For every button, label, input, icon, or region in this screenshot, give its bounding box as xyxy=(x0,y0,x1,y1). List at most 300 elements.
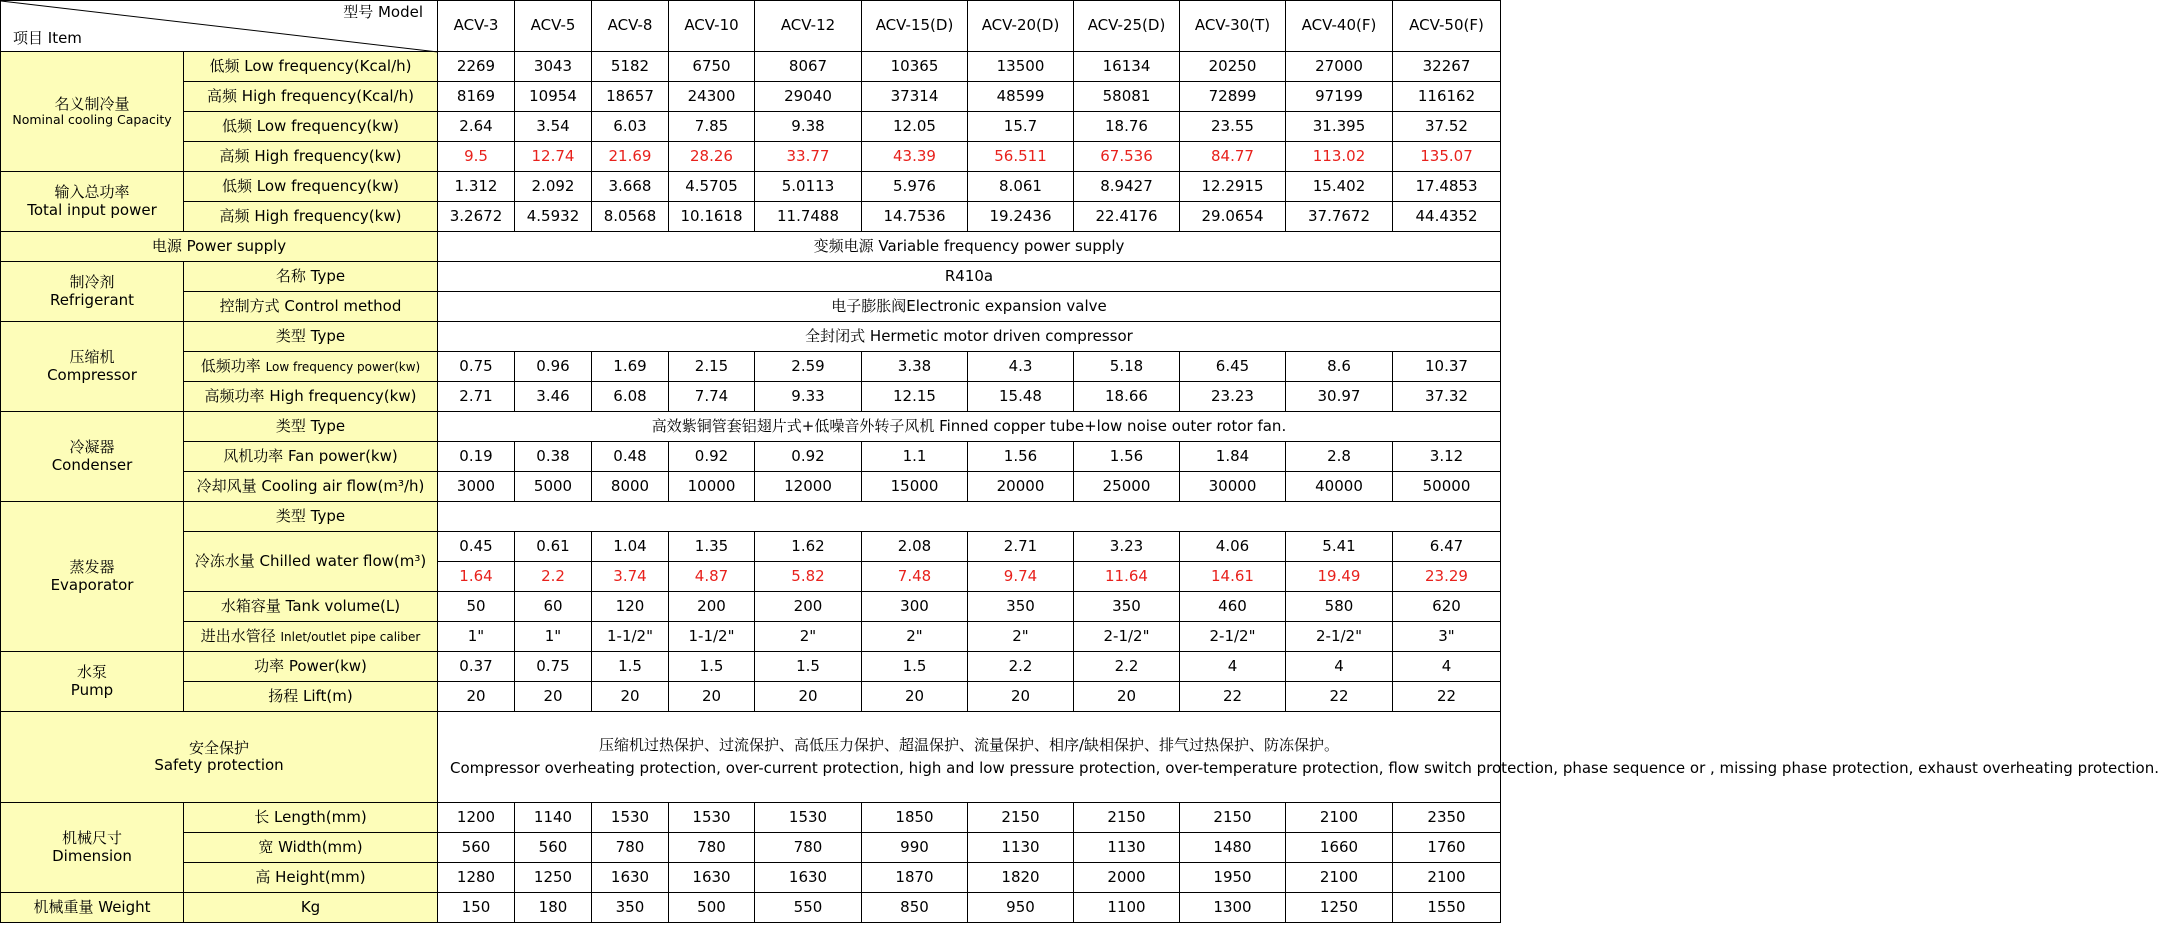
group-label-en: Dimension xyxy=(52,846,132,865)
table-row xyxy=(1,893,1501,923)
table-cell: 37.32 xyxy=(1393,382,1501,412)
table-cell: 6.47 xyxy=(1393,532,1501,562)
table-cell: 23.55 xyxy=(1180,112,1286,142)
row-label: 名称 Type xyxy=(184,262,438,292)
table-row xyxy=(1,112,1501,142)
table-cell: 3.12 xyxy=(1393,442,1501,472)
row-label: 低频 Low frequency(kw) xyxy=(184,172,438,202)
table-cell: 1950 xyxy=(1180,863,1286,893)
table-cell: 1.62 xyxy=(755,532,862,562)
model-col-header: ACV-8 xyxy=(592,1,669,52)
row-label xyxy=(184,622,438,652)
table-cell: 1870 xyxy=(862,863,968,893)
table-cell: 1300 xyxy=(1180,893,1286,923)
table-cell: 580 xyxy=(1286,592,1393,622)
table-cell: 32267 xyxy=(1393,52,1501,82)
group-label-zh: 名义制冷量 xyxy=(54,94,130,113)
row-label-en: Low frequency power(kw) xyxy=(265,359,421,374)
table-cell-highlight: 4.87 xyxy=(669,562,755,592)
table-cell: 1660 xyxy=(1286,833,1393,863)
table-cell: 3000 xyxy=(438,472,515,502)
table-cell: 2350 xyxy=(1393,803,1501,833)
table-cell: 6750 xyxy=(669,52,755,82)
table-cell: 27000 xyxy=(1286,52,1393,82)
table-cell-highlight: 33.77 xyxy=(755,142,862,172)
model-col-header: ACV-15(D) xyxy=(862,1,968,52)
group-label-en: Compressor xyxy=(47,365,137,384)
table-row xyxy=(1,142,1501,172)
table-cell: 3.38 xyxy=(862,352,968,382)
table-cell: 5.18 xyxy=(1074,352,1180,382)
table-cell: 1280 xyxy=(438,863,515,893)
table-cell: 2.64 xyxy=(438,112,515,142)
table-cell: 1-1/2" xyxy=(592,622,669,652)
table-cell: 990 xyxy=(862,833,968,863)
table-cell: 0.37 xyxy=(438,652,515,682)
table-cell: 1.56 xyxy=(968,442,1074,472)
table-cell: 37.52 xyxy=(1393,112,1501,142)
row-label: 控制方式 Control method xyxy=(184,292,438,322)
table-cell: 48599 xyxy=(968,82,1074,112)
table-cell: 4 xyxy=(1180,652,1286,682)
table-row xyxy=(1,863,1501,893)
table-cell: 44.4352 xyxy=(1393,202,1501,232)
table-cell: 20 xyxy=(438,682,515,712)
table-cell-highlight: 84.77 xyxy=(1180,142,1286,172)
table-cell: 20 xyxy=(968,682,1074,712)
table-cell: 14.7536 xyxy=(862,202,968,232)
table-cell: 22.4176 xyxy=(1074,202,1180,232)
row-label: 类型 Type xyxy=(184,502,438,532)
table-cell: 8.0568 xyxy=(592,202,669,232)
table-cell: 560 xyxy=(515,833,592,863)
table-cell: 12.2915 xyxy=(1180,172,1286,202)
table-cell-highlight: 2.2 xyxy=(515,562,592,592)
safety-label xyxy=(1,712,438,803)
table-row xyxy=(1,592,1501,622)
table-cell: 1.56 xyxy=(1074,442,1180,472)
table-cell: 3.46 xyxy=(515,382,592,412)
table-cell: 2.2 xyxy=(1074,652,1180,682)
table-cell: 12.05 xyxy=(862,112,968,142)
group-label-zh: 压缩机 xyxy=(69,348,115,367)
table-cell: 2269 xyxy=(438,52,515,82)
item-header-label: 项目 Item xyxy=(13,28,82,47)
group-label-en: Safety protection xyxy=(154,756,284,774)
table-cell: 550 xyxy=(755,893,862,923)
weight-label: 机械重量 Weight xyxy=(1,893,184,923)
table-cell: 780 xyxy=(755,833,862,863)
group-label-zh: 制冷剂 xyxy=(69,273,115,292)
table-row xyxy=(1,82,1501,112)
table-cell: 10954 xyxy=(515,82,592,112)
table-cell: 40000 xyxy=(1286,472,1393,502)
table-cell: 5182 xyxy=(592,52,669,82)
table-cell: 22 xyxy=(1180,682,1286,712)
table-cell: 0.92 xyxy=(669,442,755,472)
group-label-en: Refrigerant xyxy=(49,290,135,309)
header-diagonal-cell xyxy=(1,1,438,52)
table-cell: 19.2436 xyxy=(968,202,1074,232)
table-cell-highlight: 11.64 xyxy=(1074,562,1180,592)
table-cell: 0.75 xyxy=(438,352,515,382)
row-label: 宽 Width(mm) xyxy=(184,833,438,863)
table-cell: 1.84 xyxy=(1180,442,1286,472)
table-cell: 12000 xyxy=(755,472,862,502)
table-cell: 150 xyxy=(438,893,515,923)
table-cell: 22 xyxy=(1393,682,1501,712)
table-cell-highlight: 113.02 xyxy=(1286,142,1393,172)
table-cell: 29.0654 xyxy=(1180,202,1286,232)
table-row xyxy=(1,652,1501,682)
table-cell: 12.15 xyxy=(862,382,968,412)
table-cell: 20000 xyxy=(968,472,1074,502)
row-label: 扬程 Lift(m) xyxy=(184,682,438,712)
table-cell: 50000 xyxy=(1393,472,1501,502)
table-cell: 10.37 xyxy=(1393,352,1501,382)
group-label-zh: 输入总功率 xyxy=(54,183,130,202)
table-cell: 1.312 xyxy=(438,172,515,202)
table-cell: 31.395 xyxy=(1286,112,1393,142)
table-cell: 2-1/2" xyxy=(1286,622,1393,652)
table-cell-highlight: 43.39 xyxy=(862,142,968,172)
table-cell: 950 xyxy=(968,893,1074,923)
table-cell: 0.61 xyxy=(515,532,592,562)
table-cell: 1.69 xyxy=(592,352,669,382)
table-cell: 1130 xyxy=(1074,833,1180,863)
refrigerant-type-value: R410a xyxy=(438,262,1501,292)
safety-value-en: Compressor overheating protection, over-current protection, high and low pressure protection, over-temperature protection, flow switch protection, phase sequence or , missing phase protection, exhaust overheating protection. xyxy=(450,759,2159,777)
table-row xyxy=(1,622,1501,652)
table-cell: 50 xyxy=(438,592,515,622)
table-row xyxy=(1,712,1501,803)
table-cell: 1100 xyxy=(1074,893,1180,923)
table-cell: 22 xyxy=(1286,682,1393,712)
group-label-zh: 机械尺寸 xyxy=(61,829,122,848)
table-cell-highlight: 135.07 xyxy=(1393,142,1501,172)
model-col-header: ACV-5 xyxy=(515,1,592,52)
table-cell: 4 xyxy=(1393,652,1501,682)
table-cell-highlight: 5.82 xyxy=(755,562,862,592)
table-cell-highlight: 1.64 xyxy=(438,562,515,592)
table-cell: 116162 xyxy=(1393,82,1501,112)
table-cell: 4.5932 xyxy=(515,202,592,232)
table-row xyxy=(1,833,1501,863)
table-cell: 6.45 xyxy=(1180,352,1286,382)
row-label: 类型 Type xyxy=(184,412,438,442)
pump-group-label xyxy=(1,652,184,712)
table-cell: 1.5 xyxy=(592,652,669,682)
power-supply-value: 变频电源 Variable frequency power supply xyxy=(438,232,1501,262)
table-cell: 2" xyxy=(862,622,968,652)
table-cell: 10365 xyxy=(862,52,968,82)
table-cell: 560 xyxy=(438,833,515,863)
table-row xyxy=(1,412,1501,442)
table-cell: 9.38 xyxy=(755,112,862,142)
table-cell: 2150 xyxy=(1180,803,1286,833)
power-supply-label: 电源 Power supply xyxy=(1,232,438,262)
table-cell: 0.96 xyxy=(515,352,592,382)
table-cell: 8.6 xyxy=(1286,352,1393,382)
table-cell: 200 xyxy=(669,592,755,622)
table-cell: 1630 xyxy=(755,863,862,893)
table-cell: 1130 xyxy=(968,833,1074,863)
table-cell: 2.71 xyxy=(968,532,1074,562)
table-cell: 1850 xyxy=(862,803,968,833)
table-cell: 7.85 xyxy=(669,112,755,142)
table-cell: 5.41 xyxy=(1286,532,1393,562)
table-cell: 1" xyxy=(515,622,592,652)
table-cell-highlight: 67.536 xyxy=(1074,142,1180,172)
table-cell: 3" xyxy=(1393,622,1501,652)
table-cell: 0.19 xyxy=(438,442,515,472)
table-cell: 2.092 xyxy=(515,172,592,202)
row-label: 高频 High frequency(Kcal/h) xyxy=(184,82,438,112)
table-row xyxy=(1,322,1501,352)
table-cell: 18.76 xyxy=(1074,112,1180,142)
table-cell: 1.5 xyxy=(669,652,755,682)
group-label-en: Nominal cooling Capacity xyxy=(12,111,172,127)
model-col-header: ACV-40(F) xyxy=(1286,1,1393,52)
table-cell-highlight: 3.74 xyxy=(592,562,669,592)
table-cell: 850 xyxy=(862,893,968,923)
group-label-zh: 冷凝器 xyxy=(69,438,115,457)
table-cell: 2.2 xyxy=(968,652,1074,682)
row-label: 冷冻水量 Chilled water flow(m³) xyxy=(184,532,438,592)
table-cell: 4.3 xyxy=(968,352,1074,382)
table-cell: 5.976 xyxy=(862,172,968,202)
table-cell: 120 xyxy=(592,592,669,622)
model-col-header: ACV-20(D) xyxy=(968,1,1074,52)
table-cell: 7.74 xyxy=(669,382,755,412)
table-cell: 620 xyxy=(1393,592,1501,622)
table-row xyxy=(1,292,1501,322)
table-cell: 13500 xyxy=(968,52,1074,82)
table-cell: 1.5 xyxy=(755,652,862,682)
group-label-en: Total input power xyxy=(27,200,157,219)
table-cell: 8000 xyxy=(592,472,669,502)
table-cell: 350 xyxy=(592,893,669,923)
row-label: 高 Height(mm) xyxy=(184,863,438,893)
table-cell: 23.23 xyxy=(1180,382,1286,412)
table-cell-highlight: 9.5 xyxy=(438,142,515,172)
row-label: 风机功率 Fan power(kw) xyxy=(184,442,438,472)
group-label-en: Pump xyxy=(70,680,114,699)
table-cell: 0.92 xyxy=(755,442,862,472)
table-cell: 1140 xyxy=(515,803,592,833)
table-cell: 1" xyxy=(438,622,515,652)
table-cell: 3.668 xyxy=(592,172,669,202)
table-cell: 0.75 xyxy=(515,652,592,682)
table-row xyxy=(1,52,1501,82)
table-cell: 10.1618 xyxy=(669,202,755,232)
group-label-zh: 安全保护 xyxy=(188,738,249,757)
model-header-label: 型号 Model xyxy=(343,3,423,21)
table-cell: 180 xyxy=(515,893,592,923)
table-cell: 350 xyxy=(1074,592,1180,622)
weight-unit: Kg xyxy=(184,893,438,923)
table-cell: 37314 xyxy=(862,82,968,112)
table-cell: 1550 xyxy=(1393,893,1501,923)
table-cell: 1250 xyxy=(515,863,592,893)
table-cell: 30000 xyxy=(1180,472,1286,502)
table-row xyxy=(1,262,1501,292)
table-cell: 3.23 xyxy=(1074,532,1180,562)
table-cell: 8.061 xyxy=(968,172,1074,202)
table-cell: 2150 xyxy=(1074,803,1180,833)
table-cell: 20 xyxy=(1074,682,1180,712)
table-cell: 2100 xyxy=(1286,803,1393,833)
table-cell: 2" xyxy=(968,622,1074,652)
table-cell: 1530 xyxy=(669,803,755,833)
row-label-en: Inlet/outlet pipe caliber xyxy=(280,629,421,644)
table-cell: 1.04 xyxy=(592,532,669,562)
refrigerant-group-label xyxy=(1,262,184,322)
table-cell: 20 xyxy=(862,682,968,712)
table-cell: 15000 xyxy=(862,472,968,502)
table-cell: 4 xyxy=(1286,652,1393,682)
table-cell: 18657 xyxy=(592,82,669,112)
model-col-header: ACV-30(T) xyxy=(1180,1,1286,52)
table-row xyxy=(1,803,1501,833)
table-cell: 500 xyxy=(669,893,755,923)
table-cell: 200 xyxy=(755,592,862,622)
input-power-group-label xyxy=(1,172,184,232)
row-label: 低频 Low frequency(Kcal/h) xyxy=(184,52,438,82)
table-cell: 1760 xyxy=(1393,833,1501,863)
table-cell: 2.08 xyxy=(862,532,968,562)
table-cell-highlight: 7.48 xyxy=(862,562,968,592)
table-cell: 6.03 xyxy=(592,112,669,142)
table-cell: 5000 xyxy=(515,472,592,502)
table-cell: 350 xyxy=(968,592,1074,622)
model-col-header: ACV-25(D) xyxy=(1074,1,1180,52)
table-cell: 97199 xyxy=(1286,82,1393,112)
header-row xyxy=(1,1,1501,52)
group-label-zh: 蒸发器 xyxy=(69,558,115,577)
table-row xyxy=(1,352,1501,382)
table-cell-highlight: 56.511 xyxy=(968,142,1074,172)
table-cell: 2.71 xyxy=(438,382,515,412)
table-cell: 8169 xyxy=(438,82,515,112)
group-label-zh: 水泵 xyxy=(76,663,107,682)
table-cell: 2150 xyxy=(968,803,1074,833)
row-label: 长 Length(mm) xyxy=(184,803,438,833)
table-cell: 0.45 xyxy=(438,532,515,562)
table-cell: 11.7488 xyxy=(755,202,862,232)
table-row xyxy=(1,682,1501,712)
row-label xyxy=(184,352,438,382)
table-cell: 37.7672 xyxy=(1286,202,1393,232)
table-cell: 20250 xyxy=(1180,52,1286,82)
table-cell: 1630 xyxy=(592,863,669,893)
table-cell: 1820 xyxy=(968,863,1074,893)
row-label: 水箱容量 Tank volume(L) xyxy=(184,592,438,622)
table-cell: 20 xyxy=(515,682,592,712)
table-cell: 20 xyxy=(669,682,755,712)
table-cell: 1200 xyxy=(438,803,515,833)
table-cell: 2" xyxy=(755,622,862,652)
table-cell: 8.9427 xyxy=(1074,172,1180,202)
row-label: 类型 Type xyxy=(184,322,438,352)
table-cell: 9.33 xyxy=(755,382,862,412)
table-cell: 10000 xyxy=(669,472,755,502)
table-cell: 3.2672 xyxy=(438,202,515,232)
table-cell: 1480 xyxy=(1180,833,1286,863)
table-cell: 2-1/2" xyxy=(1074,622,1180,652)
table-cell: 1-1/2" xyxy=(669,622,755,652)
table-row xyxy=(1,502,1501,532)
table-cell: 16134 xyxy=(1074,52,1180,82)
compressor-type-value: 全封闭式 Hermetic motor driven compressor xyxy=(438,322,1501,352)
table-cell: 20 xyxy=(592,682,669,712)
model-col-header: ACV-12 xyxy=(755,1,862,52)
dimension-group-label xyxy=(1,803,184,893)
table-cell: 8067 xyxy=(755,52,862,82)
table-cell: 5.0113 xyxy=(755,172,862,202)
safety-value-zh: 压缩机过热保护、过流保护、高低压力保护、超温保护、流量保护、相序/缺相保护、排气过热保护、防冻保护。 xyxy=(598,736,1340,754)
table-cell: 2100 xyxy=(1286,863,1393,893)
table-row xyxy=(1,442,1501,472)
safety-value xyxy=(438,712,2159,803)
table-row xyxy=(1,472,1501,502)
group-label-en: Condenser xyxy=(51,455,133,474)
table-row xyxy=(1,532,1501,562)
row-label-zh: 进出水管径 xyxy=(200,626,276,645)
table-cell: 1.5 xyxy=(862,652,968,682)
table-row xyxy=(1,172,1501,202)
table-cell: 4.06 xyxy=(1180,532,1286,562)
table-cell-highlight: 19.49 xyxy=(1286,562,1393,592)
table-cell-highlight: 28.26 xyxy=(669,142,755,172)
table-cell-highlight: 23.29 xyxy=(1393,562,1501,592)
compressor-group-label xyxy=(1,322,184,412)
table-cell: 3.54 xyxy=(515,112,592,142)
model-col-header: ACV-3 xyxy=(438,1,515,52)
row-label: 冷却风量 Cooling air flow(m³/h) xyxy=(184,472,438,502)
table-row xyxy=(1,232,1501,262)
table-cell: 3043 xyxy=(515,52,592,82)
table-cell: 17.4853 xyxy=(1393,172,1501,202)
table-row xyxy=(1,202,1501,232)
table-cell: 1630 xyxy=(669,863,755,893)
table-cell: 15.48 xyxy=(968,382,1074,412)
table-cell: 0.38 xyxy=(515,442,592,472)
table-cell: 1.35 xyxy=(669,532,755,562)
table-cell: 1.1 xyxy=(862,442,968,472)
evaporator-type-value xyxy=(438,502,1501,532)
row-label: 高频功率 High frequency(kw) xyxy=(184,382,438,412)
model-col-header: ACV-50(F) xyxy=(1393,1,1501,52)
table-cell: 6.08 xyxy=(592,382,669,412)
row-label: 高频 High frequency(kw) xyxy=(184,142,438,172)
row-label: 高频 High frequency(kw) xyxy=(184,202,438,232)
table-cell: 4.5705 xyxy=(669,172,755,202)
table-cell: 30.97 xyxy=(1286,382,1393,412)
table-cell: 72899 xyxy=(1180,82,1286,112)
table-cell: 25000 xyxy=(1074,472,1180,502)
table-cell: 18.66 xyxy=(1074,382,1180,412)
table-cell-highlight: 12.74 xyxy=(515,142,592,172)
table-cell: 20 xyxy=(755,682,862,712)
table-cell: 1530 xyxy=(755,803,862,833)
cooling-capacity-group-label xyxy=(1,52,184,172)
condenser-group-label xyxy=(1,412,184,502)
table-cell: 60 xyxy=(515,592,592,622)
table-cell: 29040 xyxy=(755,82,862,112)
table-cell: 300 xyxy=(862,592,968,622)
table-cell: 0.48 xyxy=(592,442,669,472)
